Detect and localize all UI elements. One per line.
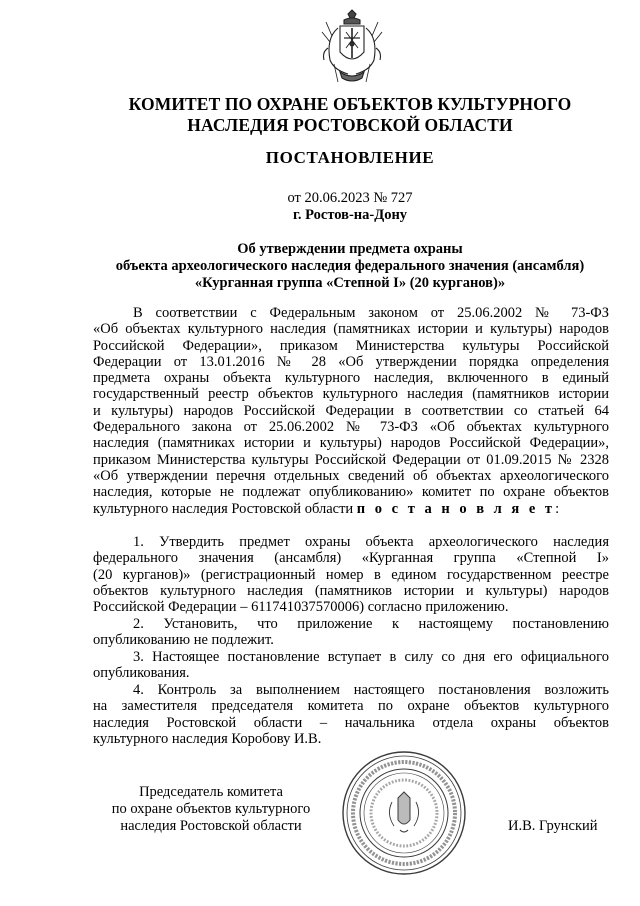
signer-name: И.В. Грунский: [508, 818, 598, 834]
document-date-number: от 20.06.2023 № 727: [287, 190, 413, 206]
preamble-line: «Об утверждении перечня отдельных сведений об объектах археологического: [93, 467, 609, 484]
preamble-line: наследия (памятниках истории и культуры) народов Российской Федерации»,: [93, 435, 609, 452]
document-city: г. Ростов-на-Дону: [292, 207, 408, 223]
signer-position-line-1: Председатель комитета: [139, 784, 283, 800]
item-last-line: Российской Федерации – 611741037570006) согласно приложению.: [93, 599, 509, 616]
preamble-last-text: культурного наследия Ростовской области: [93, 500, 357, 517]
subject-line-3: «Курганная группа «Степной I» (20 курганов)»: [194, 275, 506, 291]
item-last-line: опубликования.: [93, 665, 190, 682]
committee-name-line-2: НАСЛЕДИЯ РОСТОВСКОЙ ОБЛАСТИ: [187, 115, 513, 135]
document-type-title: ПОСТАНОВЛЕНИЕ: [265, 148, 435, 167]
decree-item-2: [93, 616, 609, 649]
preamble-colon: :: [555, 500, 560, 517]
decree-item-1: [93, 534, 609, 615]
item-line: федерального значения (ансамбля) «Курганная группа «Степной I»: [93, 550, 609, 567]
subject-line-1: Об утверждении предмета охраны: [237, 241, 463, 257]
committee-name-line-1: КОМИТЕТ ПО ОХРАНЕ ОБЪЕКТОВ КУЛЬТУРНОГО: [128, 94, 572, 114]
item-line: на заместителя председателя комитета по охране объектов культурного: [93, 698, 609, 715]
item-line: 3. Настоящее постановление вступает в силу со дня его официального: [133, 649, 609, 665]
preamble-line: «Об объектах культурного наследия (памятниках истории и культуры) народов: [93, 321, 609, 338]
item-line: 1. Утвердить предмет охраны объекта археологического наследия: [133, 534, 609, 550]
preamble-line: В соответствии с Федеральным законом от 25.06.2002 № 73-ФЗ: [133, 305, 609, 321]
subject-line-2: объекта археологического наследия федерального значения (ансамбля): [115, 258, 585, 274]
preamble-line: Федерального закона от 25.06.2002 № 73-ФЗ «Об объектах культурного: [93, 419, 609, 436]
item-line: наследия Ростовской области – начальника отдела охраны объектов: [93, 714, 609, 731]
item-line: (20 курганов)» (регистрационный номер в едином государственном реестре: [93, 566, 609, 583]
preamble-line: приказом Министерства культуры Российской Федерации от 01.09.2015 № 2328: [93, 451, 609, 468]
preamble-last-line: [93, 501, 609, 517]
preamble-line: Российской Федерации», приказом Министерства культуры Российской: [93, 337, 609, 354]
signer-position-line-2: по охране объектов культурного: [111, 801, 311, 817]
preamble-line: Федерации от 13.01.2016 № 28 «Об утверждении порядка определения: [93, 353, 609, 370]
item-line: 4. Контроль за выполнением настоящего постановления возложить: [133, 682, 609, 698]
preamble-line: наследия, которые не подлежат опубликованию» комитет по охране объектов: [93, 484, 609, 501]
decree-item-3: [93, 649, 609, 682]
decree-word: п о с т а н о в л я е т: [356, 500, 556, 517]
coat-of-arms-emblem: [318, 8, 386, 88]
preamble-paragraph: [93, 305, 609, 517]
item-last-line: опубликованию не подлежит.: [93, 632, 274, 649]
item-line: объектов культурного наследия (памятников истории и культуры) народов: [93, 582, 609, 599]
signer-position-line-3: наследия Ростовской области: [120, 818, 302, 834]
preamble-line: предмета охраны объекта культурного наследия, включенного в единый: [93, 370, 609, 387]
item-last-line: культурного наследия Коробову И.В.: [93, 730, 322, 747]
decree-item-4: [93, 682, 609, 747]
item-line: 2. Установить, что приложение к настоящему постановлению: [133, 616, 609, 632]
preamble-line: государственный реестр объектов культурного наследия (памятников истории: [93, 386, 609, 403]
preamble-line: и культуры) народов Российской Федерации в соответствии со статьей 64: [93, 402, 609, 419]
official-seal-stamp: [340, 748, 468, 878]
